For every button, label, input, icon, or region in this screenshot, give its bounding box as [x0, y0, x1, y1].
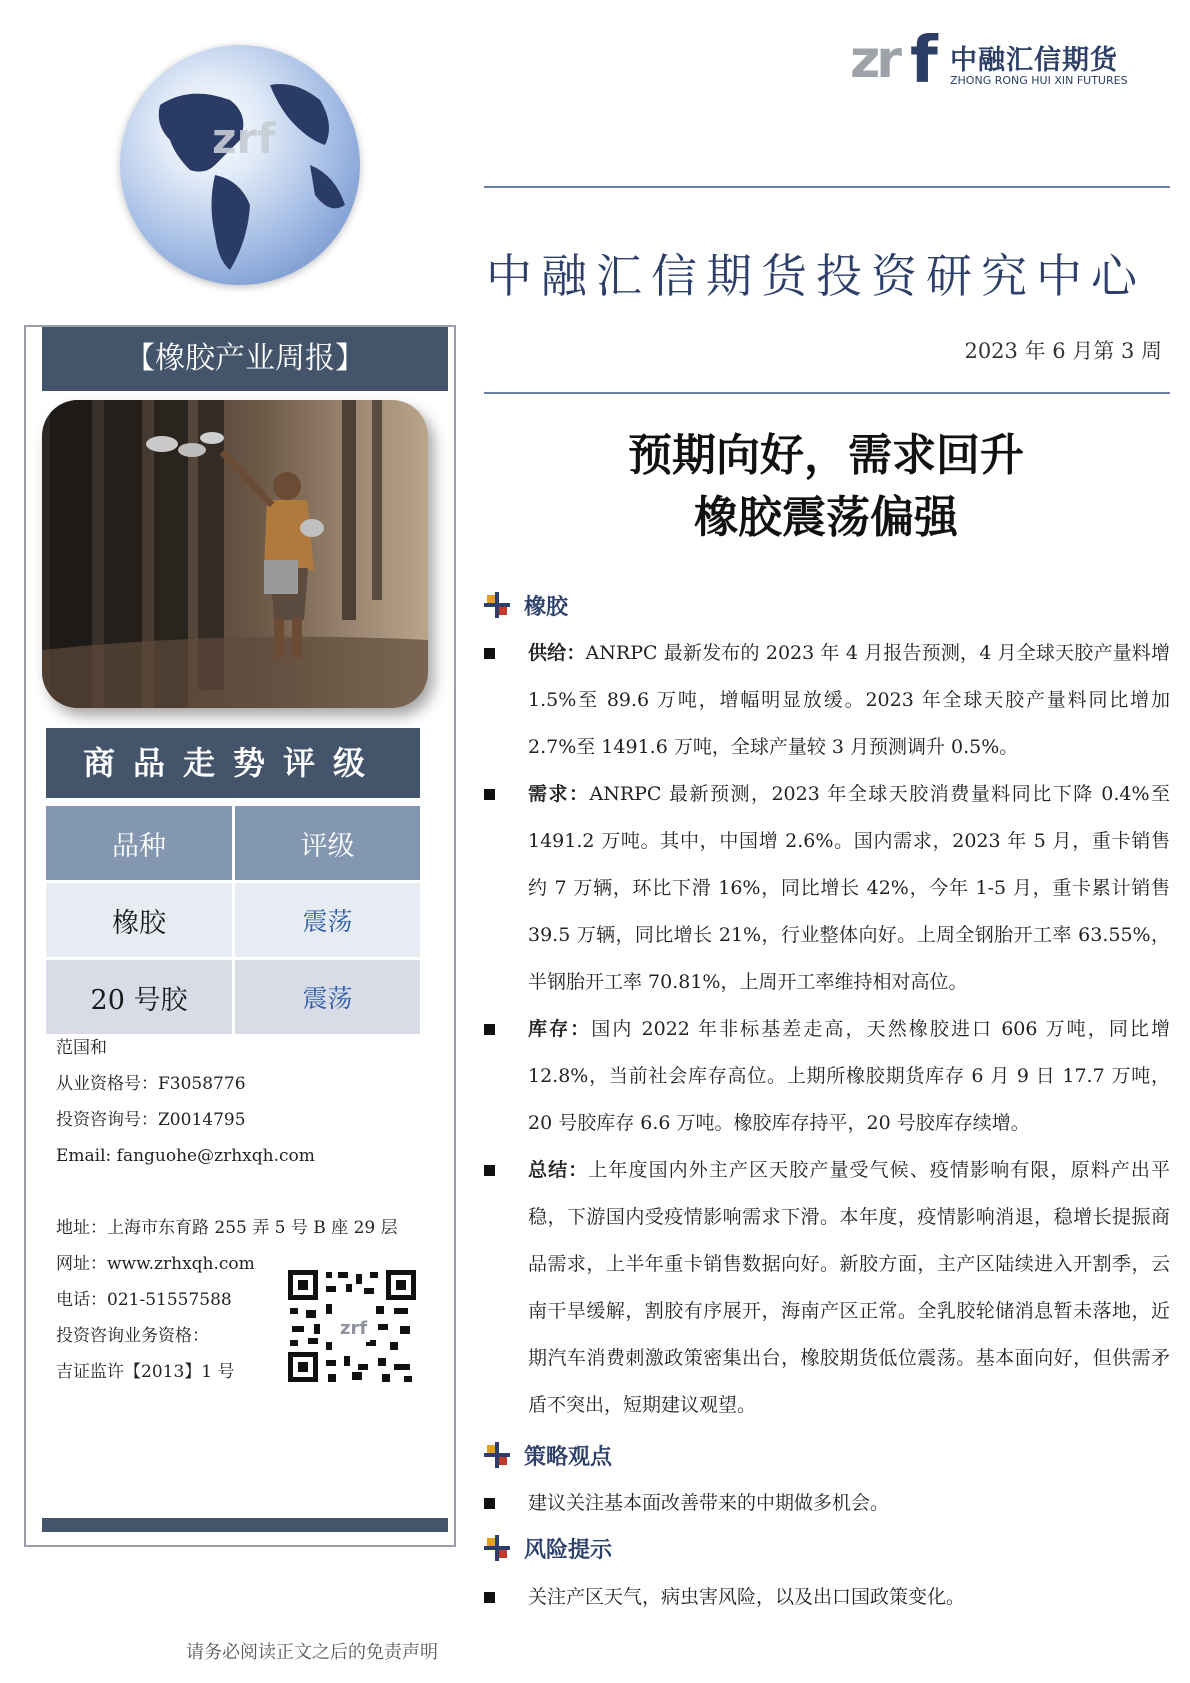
rating-variety-cell: 橡胶	[46, 883, 235, 960]
bullet-square-icon	[484, 1024, 495, 1035]
advisory-license-number: 吉证监许【2013】1 号	[56, 1362, 235, 1382]
section-marker-icon	[484, 1535, 510, 1561]
bullet-square-icon	[484, 1592, 495, 1603]
section-title-rubber: 橡胶	[524, 594, 569, 620]
logo-mark-zr: zr	[850, 30, 898, 90]
table-row	[46, 960, 420, 1034]
headline-line-1: 预期向好，需求回升	[628, 430, 1024, 481]
rating-variety-cell: 20 号胶	[46, 960, 235, 1034]
list-item	[484, 1480, 1170, 1527]
section-title-strategy: 策略观点	[524, 1444, 613, 1470]
globe-image	[120, 45, 360, 285]
rating-table	[46, 806, 420, 1034]
rating-section-title: 商品走势评级	[46, 728, 420, 798]
section-marker-icon	[484, 592, 510, 618]
bullet-square-icon	[484, 648, 495, 659]
report-date: 2023 年 6 月第 3 周	[964, 339, 1162, 363]
qr-logo-mark: zrf	[340, 1318, 368, 1339]
rating-table-header-row	[46, 806, 420, 883]
advisory-license-label: 投资咨询业务资格：	[56, 1326, 209, 1346]
rating-header-rating: 评级	[235, 806, 420, 883]
item-label: 总结：	[528, 1159, 589, 1181]
item-text: 上年度国内外主产区天胶产量受气候、疫情影响有限，原料产出平稳，下游国内受疫情影响需求下滑。本年度，疫情影响消退，稳增长提振商品需求，上半年重卡销售数据向好。新胶方面，主产区陆续进入开割季，云南干旱缓解，割胶有序展开，海南产区正常。全乳胶轮储消息暂未落地，近期汽车消费刺激政策密集出台，橡胶期货低位震荡。基本面向好，但供需矛盾不突出，短期建议观望。	[528, 1159, 1170, 1416]
item-label: 库存：	[528, 1018, 592, 1040]
section-heading-strategy	[484, 1440, 612, 1471]
rating-value-cell: 震荡	[235, 960, 420, 1034]
bullet-square-icon	[484, 1498, 495, 1509]
bullet-square-icon	[484, 1165, 495, 1176]
section-heading-risk	[484, 1533, 612, 1564]
analyst-info	[56, 1030, 315, 1174]
report-type-title: 【橡胶产业周报】	[42, 327, 448, 391]
company-website: 网址：www.zrhxqh.com	[56, 1254, 255, 1274]
list-item	[484, 1006, 1170, 1147]
item-text: 关注产区天气，病虫害风险，以及出口国政策变化。	[528, 1586, 966, 1608]
rating-header-variety: 品种	[46, 806, 235, 883]
logo-mark-f: f	[910, 24, 938, 98]
analyst-advisory-number: 投资咨询号：Z0014795	[56, 1110, 246, 1130]
analyst-name: 范国和	[56, 1038, 107, 1058]
header-divider-bottom	[484, 392, 1170, 394]
headline-line-2: 橡胶震荡偏强	[694, 492, 958, 543]
headline	[486, 425, 1166, 549]
list-item	[484, 1147, 1170, 1429]
globe-logo-mark: zrf	[212, 114, 276, 163]
item-text: ANRPC 最新预测，2023 年全球天胶消费量料同比下降 0.4%至 1491.2 万吨。其中，中国增 2.6%。国内需求，2023 年 5 月，重卡销售约 7 万辆，环比下滑 16%，同比增长 42%，今年 1-5 月，重卡累计销售 39.5 万辆，同比增长 21%，行业整体向好。上周全钢胎开工率 63.55%，半钢胎开工率 70.81%，上周开工率维持相对高位。	[528, 783, 1170, 993]
list-item	[484, 1574, 1170, 1621]
bullet-square-icon	[484, 789, 495, 800]
sidebar-bottom-bar	[42, 1518, 448, 1532]
rating-value-cell: 震荡	[235, 883, 420, 960]
list-item	[484, 771, 1170, 1006]
section-title-risk: 风险提示	[524, 1537, 613, 1563]
company-address: 地址：上海市东育路 255 弄 5 号 B 座 29 层	[56, 1218, 398, 1238]
list-item	[484, 630, 1170, 771]
section-heading-rubber	[484, 590, 568, 621]
logo-name-cn: 中融汇信期货	[950, 45, 1118, 76]
item-text: 国内 2022 年非标基差走高，天然橡胶进口 606 万吨，同比增 12.8%，当前社会库存高位。上期所橡胶期货库存 6 月 9 日 17.7 万吨，20 号胶库存 6.6 万吨。橡胶库存持平，20 号胶库存续增。	[528, 1018, 1170, 1134]
item-label: 需求：	[528, 783, 590, 805]
company-logo	[850, 24, 1130, 98]
header-divider-top	[484, 186, 1170, 188]
rubber-tapper-photo	[42, 400, 428, 708]
research-center-title: 中融汇信期货投资研究中心	[486, 249, 1146, 303]
company-phone: 电话：021-51557588	[56, 1290, 232, 1310]
item-text: 建议关注基本面改善带来的中期做多机会。	[528, 1492, 890, 1514]
logo-name-en: ZHONG RONG HUI XIN FUTURES	[950, 74, 1128, 87]
qr-code-icon	[286, 1268, 418, 1384]
analyst-qualification: 从业资格号：F3058776	[56, 1074, 246, 1094]
table-row	[46, 883, 420, 960]
item-text: ANRPC 最新发布的 2023 年 4 月报告预测，4 月全球天胶产量料增 1.5%至 89.6 万吨，增幅明显放缓。2023 年全球天胶产量料同比增加 2.7%至 1491.6 万吨，全球产量较 3 月预测调升 0.5%。	[528, 642, 1170, 758]
analyst-email: Email: fanguohe@zrhxqh.com	[56, 1146, 315, 1166]
disclaimer-note: 请务必阅读正文之后的免责声明	[186, 1642, 438, 1663]
section-marker-icon	[484, 1442, 510, 1468]
item-label: 供给：	[528, 642, 586, 664]
